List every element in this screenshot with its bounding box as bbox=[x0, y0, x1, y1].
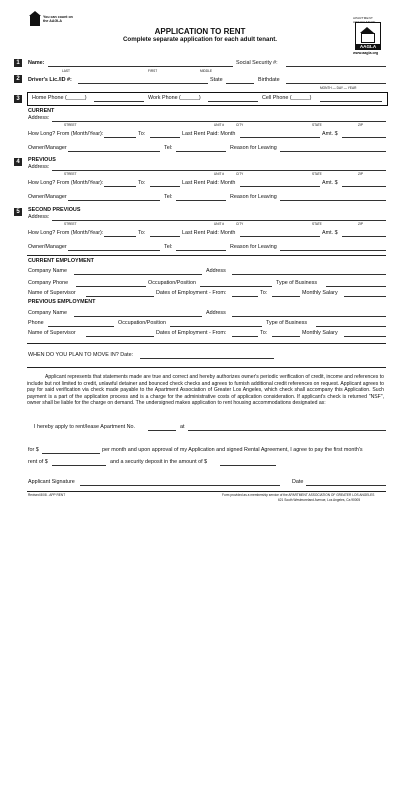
section-number-5: 5 bbox=[14, 208, 22, 216]
street-hint: STREET bbox=[64, 172, 77, 176]
pe-type-field[interactable] bbox=[316, 326, 386, 327]
pe-to-label: To: bbox=[260, 330, 268, 336]
pe-type-label: Type of Business bbox=[266, 320, 308, 326]
ssn-label: Social Security #: bbox=[236, 60, 278, 66]
unit-hint: UNIT # bbox=[214, 123, 225, 127]
section-number-1: 1 bbox=[14, 59, 22, 67]
ce-to-label: To: bbox=[260, 290, 268, 296]
cell-phone-field[interactable]: Cell Phone (______) bbox=[262, 95, 312, 101]
security-deposit-field[interactable] bbox=[220, 465, 276, 466]
move-in-label: WHEN DO YOU PLAN TO MOVE IN? Date: bbox=[28, 352, 134, 358]
seal-url: www.aagla.org bbox=[353, 51, 379, 55]
form-title: APPLICATION TO RENT bbox=[154, 27, 246, 36]
street-hint: STREET bbox=[64, 123, 77, 127]
state-label: State bbox=[210, 77, 223, 83]
divider bbox=[27, 343, 386, 344]
current-amt-label: Amt. $ bbox=[322, 131, 338, 137]
zip-hint: ZIP bbox=[358, 123, 363, 127]
ce-salary-label: Monthly Salary bbox=[302, 290, 338, 296]
signature-field[interactable] bbox=[80, 485, 280, 486]
pe-salary-label: Monthly Salary bbox=[302, 330, 338, 336]
previous-heading: PREVIOUS bbox=[28, 157, 56, 163]
revision-label: Revised 8/08 - APP RENT bbox=[28, 493, 66, 497]
ce-supervisor-label: Name of Supervisor bbox=[28, 290, 76, 296]
signature-label: Applicant Signature bbox=[28, 479, 75, 485]
ce-dates-label: Dates of Employment - From: bbox=[156, 290, 227, 296]
rent-terms-text: per month and upon approval of my Application and signed Rental Agreement, I agree to pay the first month's bbox=[102, 447, 363, 453]
ce-address-field[interactable] bbox=[232, 274, 386, 275]
drivers-license-label: Driver's Lic./ID #: bbox=[28, 77, 72, 83]
date-label: Date bbox=[292, 479, 304, 485]
current-address-field[interactable] bbox=[52, 121, 386, 122]
ce-occupation-field[interactable] bbox=[200, 286, 272, 287]
second-previous-address-field[interactable] bbox=[52, 220, 386, 221]
second-previous-reason-field[interactable] bbox=[280, 250, 386, 251]
city-hint: CITY bbox=[236, 123, 244, 127]
section-number-2: 2 bbox=[14, 75, 22, 83]
second-previous-amt-field[interactable] bbox=[342, 236, 386, 237]
apply-label: I hereby apply to rent/lease Apartment No. bbox=[34, 424, 135, 430]
divider bbox=[27, 491, 386, 492]
current-tel-label: Tel: bbox=[164, 145, 173, 151]
zip-hint: ZIP bbox=[358, 222, 363, 226]
second-previous-tel-label: Tel: bbox=[164, 244, 173, 250]
unit-hint: UNIT # bbox=[214, 172, 225, 176]
city-hint: CITY bbox=[236, 172, 244, 176]
ce-from-field[interactable] bbox=[232, 296, 258, 297]
name-label: Name: bbox=[28, 60, 45, 66]
seal-arc-text: APARTMENT ASSOCIATION bbox=[353, 16, 376, 24]
house-icon bbox=[30, 16, 40, 26]
previous-reason-label: Reason for Leaving bbox=[230, 194, 277, 200]
current-employment-heading: CURRENT EMPLOYMENT bbox=[28, 258, 94, 264]
previous-to-field[interactable] bbox=[150, 186, 180, 187]
birthdate-field[interactable] bbox=[286, 83, 386, 84]
current-tel-field[interactable] bbox=[176, 151, 226, 152]
ce-supervisor-field[interactable] bbox=[86, 296, 154, 297]
second-previous-reason-label: Reason for Leaving bbox=[230, 244, 277, 250]
ce-occupation-label: Occupation/Position bbox=[148, 280, 196, 286]
second-previous-address-label: Address: bbox=[28, 214, 50, 220]
unit-hint: UNIT # bbox=[214, 222, 225, 226]
divider bbox=[27, 367, 386, 368]
birthdate-label: Birthdate bbox=[258, 77, 280, 83]
ce-phone-field[interactable] bbox=[76, 286, 146, 287]
current-last-rent-label: Last Rent Paid: Month bbox=[182, 131, 236, 137]
home-phone-line[interactable] bbox=[94, 101, 144, 102]
state-field[interactable] bbox=[226, 83, 254, 84]
form-subtitle: Complete separate application for each adult tenant. bbox=[122, 36, 278, 43]
divider bbox=[27, 255, 386, 256]
pe-to-field[interactable] bbox=[272, 336, 300, 337]
footer-address: 621 South Westmoreland Avenue, Los Angeles, Ca 90005 bbox=[278, 498, 361, 502]
state-hint: STATE bbox=[312, 222, 322, 226]
ce-company-label: Company Name bbox=[28, 268, 67, 274]
current-address-label: Address: bbox=[28, 115, 50, 121]
ce-address-label: Address bbox=[206, 268, 226, 274]
second-previous-owner-field[interactable] bbox=[68, 250, 160, 251]
previous-last-rent-field[interactable] bbox=[240, 186, 320, 187]
street-hint: STREET bbox=[64, 222, 77, 226]
pe-occupation-label: Occupation/Position bbox=[118, 320, 166, 326]
second-previous-last-rent-field[interactable] bbox=[240, 236, 320, 237]
ce-type-label: Type of Business bbox=[276, 280, 318, 286]
work-phone-line[interactable] bbox=[208, 101, 258, 102]
second-previous-last-rent-label: Last Rent Paid: Month bbox=[182, 230, 236, 236]
pe-phone-field[interactable] bbox=[48, 326, 114, 327]
previous-tel-label: Tel: bbox=[164, 194, 173, 200]
first-hint: FIRST bbox=[148, 69, 158, 73]
state-hint: STATE bbox=[312, 123, 322, 127]
current-reason-field[interactable] bbox=[280, 151, 386, 152]
second-previous-to-label: To: bbox=[138, 230, 146, 236]
second-previous-heading: SECOND PREVIOUS bbox=[28, 207, 81, 213]
current-last-rent-field[interactable] bbox=[240, 137, 320, 138]
pe-company-field[interactable] bbox=[74, 316, 202, 317]
current-heading: CURRENT bbox=[28, 108, 55, 114]
pe-from-field[interactable] bbox=[232, 336, 258, 337]
ce-to-field[interactable] bbox=[272, 296, 300, 297]
current-owner-field[interactable] bbox=[68, 151, 160, 152]
previous-owner-field[interactable] bbox=[68, 200, 160, 201]
section-number-4: 4 bbox=[14, 158, 22, 166]
cell-phone-line[interactable] bbox=[320, 101, 382, 102]
pe-supervisor-label: Name of Supervisor bbox=[28, 330, 76, 336]
previous-tel-field[interactable] bbox=[176, 200, 226, 201]
current-reason-label: Reason for Leaving bbox=[230, 145, 277, 151]
home-phone-field[interactable]: Home Phone (______) bbox=[32, 95, 87, 101]
previous-amt-label: Amt. $ bbox=[322, 180, 338, 186]
previous-how-long-label: How Long? From (Month/Year): bbox=[28, 180, 104, 186]
ssn-field[interactable] bbox=[286, 66, 386, 67]
ce-phone-label: Company Phone bbox=[28, 280, 69, 286]
second-previous-to-field[interactable] bbox=[150, 236, 180, 237]
previous-reason-field[interactable] bbox=[280, 200, 386, 201]
current-amt-field[interactable] bbox=[342, 137, 386, 138]
ce-type-field[interactable] bbox=[326, 286, 386, 287]
ce-company-field[interactable] bbox=[74, 274, 202, 275]
first-month-rent-field[interactable] bbox=[52, 465, 106, 466]
previous-from-field[interactable] bbox=[104, 186, 136, 187]
move-in-date-field[interactable] bbox=[140, 358, 274, 359]
previous-employment-heading: PREVIOUS EMPLOYMENT bbox=[28, 299, 96, 305]
drivers-license-field[interactable] bbox=[78, 83, 208, 84]
zip-hint: ZIP bbox=[358, 172, 363, 176]
birthdate-hint: MONTH — DAY — YEAR bbox=[320, 86, 357, 90]
pe-supervisor-field[interactable] bbox=[86, 336, 154, 337]
apartment-no-field[interactable] bbox=[148, 430, 176, 431]
current-how-long-label: How Long? From (Month/Year): bbox=[28, 131, 104, 137]
property-address-field[interactable] bbox=[188, 430, 386, 431]
second-previous-owner-label: Owner/Manager bbox=[28, 244, 67, 250]
pe-dates-label: Dates of Employment - From: bbox=[156, 330, 227, 336]
work-phone-field[interactable]: Work Phone (______) bbox=[148, 95, 201, 101]
previous-address-label: Address: bbox=[28, 164, 50, 170]
previous-to-label: To: bbox=[138, 180, 146, 186]
ce-salary-field[interactable] bbox=[344, 296, 386, 297]
rent-for-label: for $ bbox=[28, 447, 39, 453]
section-number-3: 3 bbox=[14, 95, 22, 103]
second-previous-from-field[interactable] bbox=[104, 236, 136, 237]
seal-band: AAGLA bbox=[355, 44, 381, 50]
authorization-paragraph: Applicant represents that statements made are true and correct and hereby authorizes owner's periodic verification of credit, income and references to include but not limited to credit, unlawful detainer and bounced check checks and agrees to furnish additional credit references on request. Applicant agrees to pay for said verification via check made payable to the Apartment Association of Greater Los Angeles, which check shall accompany this Application. Such payment is a part of the application process and is a charge for the administrative costs of application consideration. If applicant's check is returned "NSF", owner shall be liable for the charge on demand. The undersigned makes application to rent housing accommodations designated as: bbox=[27, 374, 384, 407]
logo-text: You can count on the AAGLA bbox=[43, 15, 73, 23]
second-previous-how-long-label: How Long? From (Month/Year): bbox=[28, 230, 104, 236]
footer-provider: Form provided as a membership service of the APARTMENT ASSOCIATION OF GREATER LOS ANGELES bbox=[222, 493, 375, 497]
previous-owner-label: Owner/Manager bbox=[28, 194, 67, 200]
at-label: at bbox=[180, 424, 185, 430]
current-to-label: To: bbox=[138, 131, 146, 137]
rent-of-label: rent of $ bbox=[28, 459, 48, 465]
current-owner-label: Owner/Manager bbox=[28, 145, 67, 151]
monthly-rent-field[interactable] bbox=[42, 453, 100, 454]
aagla-seal-logo bbox=[350, 14, 384, 54]
previous-address-field[interactable] bbox=[52, 170, 386, 171]
pe-phone-label: Phone bbox=[28, 320, 44, 326]
previous-amt-field[interactable] bbox=[342, 186, 386, 187]
second-previous-tel-field[interactable] bbox=[176, 250, 226, 251]
pe-address-field[interactable] bbox=[232, 316, 386, 317]
current-from-field[interactable] bbox=[104, 137, 136, 138]
pe-company-label: Company Name bbox=[28, 310, 67, 316]
middle-hint: MIDDLE bbox=[200, 69, 213, 73]
deposit-label: and a security deposit in the amount of $ bbox=[110, 459, 208, 465]
previous-last-rent-label: Last Rent Paid: Month bbox=[182, 180, 236, 186]
state-hint: STATE bbox=[312, 172, 322, 176]
city-hint: CITY bbox=[236, 222, 244, 226]
second-previous-amt-label: Amt. $ bbox=[322, 230, 338, 236]
pe-occupation-field[interactable] bbox=[170, 326, 262, 327]
name-field[interactable] bbox=[48, 66, 233, 67]
signature-date-field[interactable] bbox=[306, 485, 386, 486]
current-to-field[interactable] bbox=[150, 137, 180, 138]
pe-salary-field[interactable] bbox=[344, 336, 386, 337]
pe-address-label: Address bbox=[206, 310, 226, 316]
last-hint: LAST bbox=[62, 69, 70, 73]
